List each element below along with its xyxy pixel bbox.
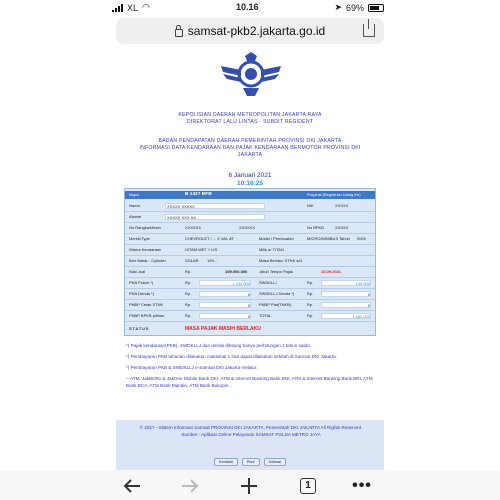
status-right <box>334 2 384 13</box>
status-bar <box>0 0 500 14</box>
due-date: 10.09.2021 <box>321 269 342 274</box>
carrier-name: XL <box>127 2 139 13</box>
table-row-warna: Warna Kendaraan HITAM MET + LIS Milik a/ TITAN <box>129 247 284 252</box>
table-row-njkb: Nilai Jual Rp. 109.000.000 Jatuh Tempo Pajak 10.09.2021 <box>129 269 342 274</box>
battery-percent: 69% <box>345 2 364 13</box>
table-row-pkb: PKB Pokok *) Rp. 1.334.000 SWDKLLJ Rp. 143.000 <box>129 280 370 286</box>
table-row-norangka: No Rangka/Mesin XXXXXX XXXXXX No BPKB XXXXX <box>129 225 349 230</box>
total-amount: 1.482.000 <box>321 313 371 319</box>
back-arrow-icon[interactable] <box>120 474 144 498</box>
notes-section: *) Pajak kendaraan(PKB), SWDKLLJ dan denda dihitung hanya perhitungan 1 tahun saldo. *) Pembayaran PKB tahunan dilakukan maksimal 1 hari dapat dilakukan setelah di Samsat DKI Jakarta. *) Pembayaran PKB & SWDKLLJ e-Samsat DKI Jakarta melalui: -- ATM, JakBDRx & JakOne Mobile Bank DKI, ATM & Internet Banking Bank BNI, ATM & Internet Banking Bank BRI, ATM Bank BCA, ATM Bank Mandiri, ATM Bank Bukopin... <box>126 343 373 388</box>
table-row-merk: Merek/Type CHEVROLET / ... X VAL AT Model / Pembuatan MICRO/MINIBUS Tahun 2009 <box>129 236 366 241</box>
table-row-total: PNBP BPKB pilihan Rp. 0 TOTAL Rp. 1.482.000 <box>129 313 370 319</box>
table-row-bbm: Bhn Bakar - Cylinder SOLAR 199... Masa Berlaku STNK s/d <box>129 258 302 263</box>
table-row-alamat: Alamat XXXXX XXX XX <box>125 213 375 221</box>
signal-icon <box>112 4 123 12</box>
footer-text: © 2017 - Sistem Informasi Samsat PROVINSI DKI JAKARTA, Pemerintah DKI JAKARTA All Rights Reserved. Sumber : Aplikasi Online Pelayanan SAMSAT POLDA METRO JAYA <box>139 425 363 437</box>
report-time: 10:16:25 <box>236 180 264 187</box>
report-date: 6 Januari 2021 <box>228 172 272 179</box>
tab-switcher-button[interactable] <box>296 474 320 498</box>
finish-button[interactable]: Selesai <box>264 458 286 466</box>
share-icon[interactable] <box>363 24 375 37</box>
battery-icon <box>368 4 384 12</box>
more-menu-icon[interactable]: ••• <box>352 477 372 494</box>
action-buttons <box>116 458 384 466</box>
wifi-icon: ◠ <box>142 2 150 12</box>
plate-number: B 1427 BFB <box>185 192 212 197</box>
new-tab-plus-icon[interactable] <box>237 474 261 498</box>
print-button[interactable]: Print <box>242 458 260 466</box>
location-icon: ➤ <box>334 2 342 12</box>
carrier-group <box>112 2 150 13</box>
vehicle-tax-table <box>124 188 376 336</box>
lock-icon <box>175 29 183 37</box>
browser-toolbar <box>0 470 500 500</box>
web-page <box>116 46 384 470</box>
police-emblem-logo <box>219 52 283 98</box>
table-row-status: STATUS MASA PAJAK MASIH BERLAKU <box>129 326 261 332</box>
table-row-pnbp: PNBP Cetak STNK Rp. 0 PNBP Plat(TNKB) Rp. 0 <box>129 302 370 308</box>
header-bapenda: BADAN PENDAPATAN DAERAH PEMERINTAH PROVINSI DKI JAKARTA INFORMASI DATA KENDARAAN DAN PAJAK KENDARAAN BERMOTOR PROVINSI DKI JAKARTA <box>139 138 361 158</box>
status-badge: MASA PAJAK MASIH BERLAKU <box>185 326 261 332</box>
tab-count: 1 <box>300 478 316 494</box>
header-police: KEPOLISIAN DAERAH METROPOLITAN JAKARTA RAYA DIREKTORAT LALU LINTAS - SUBDIT REGIDENT <box>178 112 322 125</box>
clock: 10.16 <box>236 2 259 12</box>
table-row-denda: PKB Denda *) Rp. 0 SWDKLLJ Denda *) Rp. 0 <box>129 291 370 297</box>
address-bar[interactable] <box>116 18 384 44</box>
url-text: samsat-pkb2.jakarta.go.id <box>187 24 326 38</box>
table-row-nama: Nama XXXXX XXXXX NIK XXXXX <box>129 203 349 209</box>
forward-arrow-icon[interactable] <box>178 474 202 498</box>
table-row-nopol: Nopol B 1427 BFB Propinsi (Registrasi Ulang Ke) <box>125 191 375 199</box>
back-button[interactable]: Kembali <box>214 458 238 466</box>
